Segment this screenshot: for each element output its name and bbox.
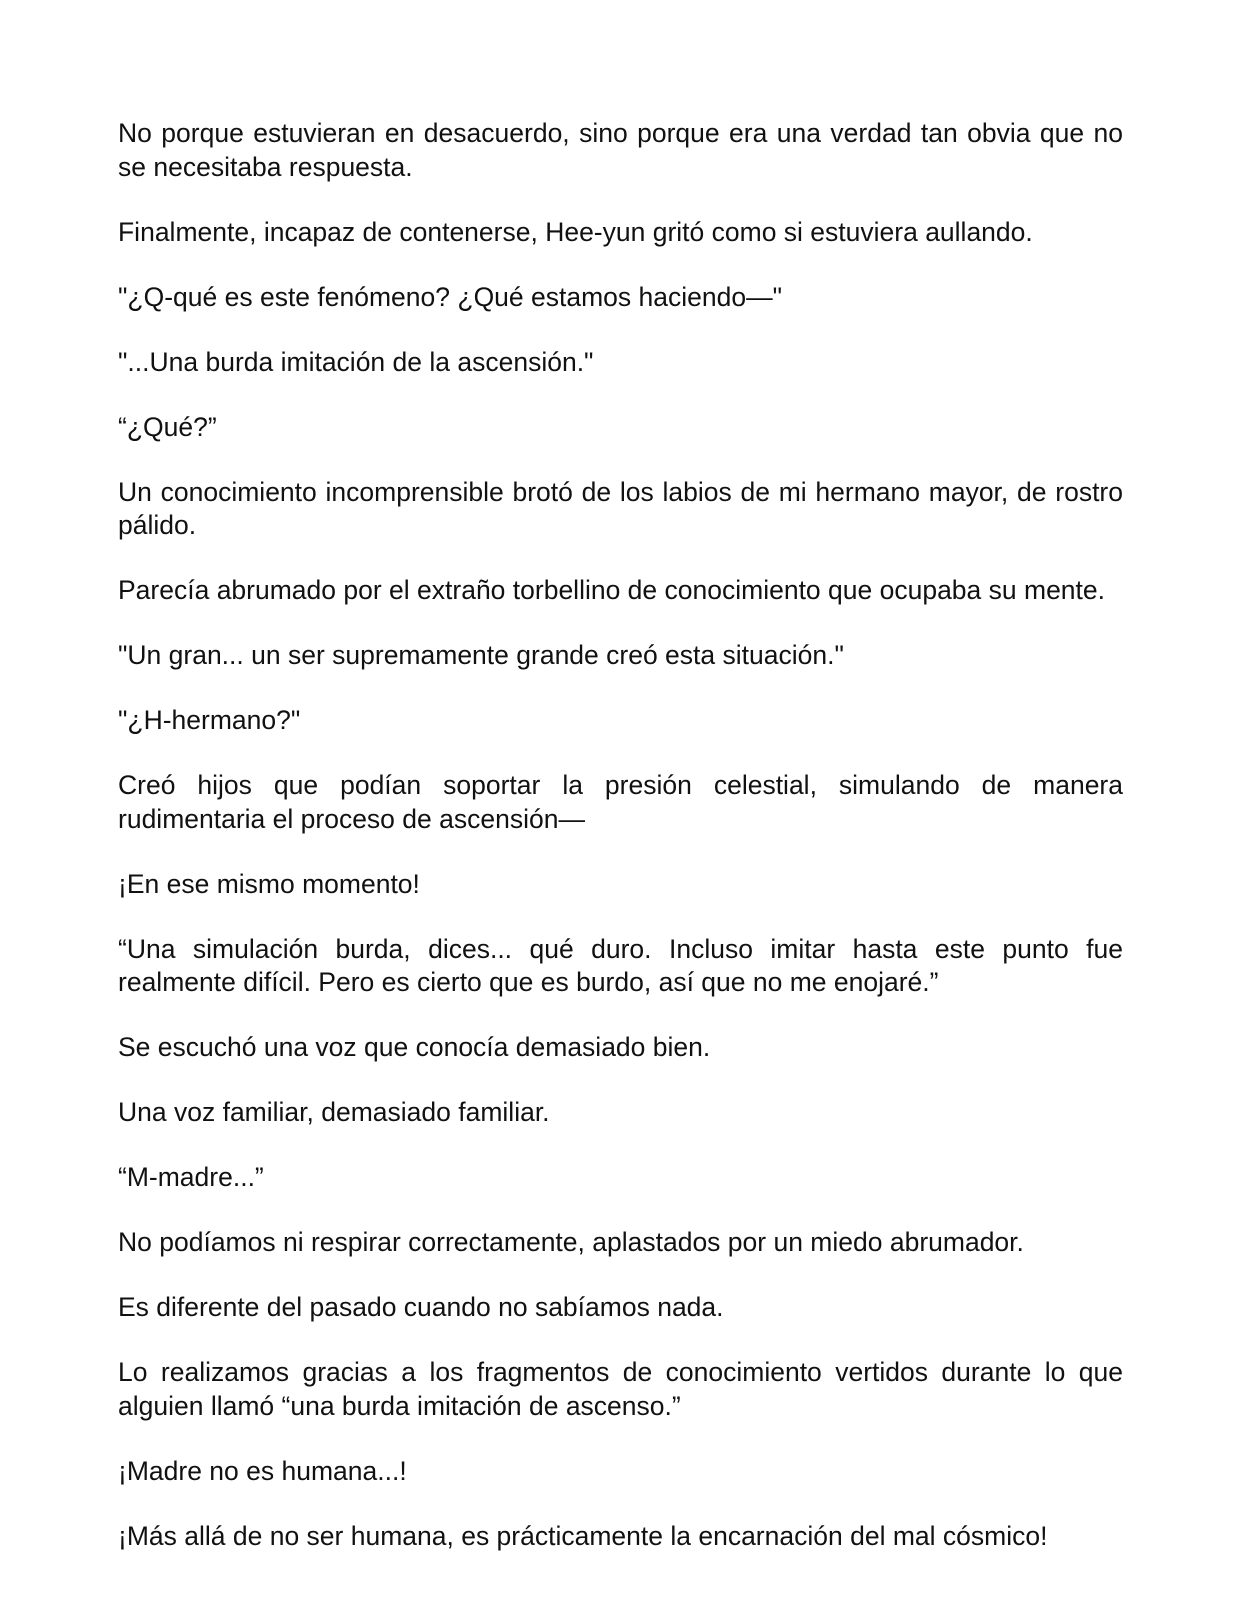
paragraph: Una voz familiar, demasiado familiar. bbox=[118, 1097, 550, 1127]
paragraph: "¿H-hermano?" bbox=[118, 705, 301, 735]
document-body bbox=[118, 117, 1123, 1553]
paragraph: Un conocimiento incomprensible brotó de los labios de mi hermano mayor, de rostro pálido. bbox=[118, 476, 1123, 540]
paragraph: Se escuchó una voz que conocía demasiado bien. bbox=[118, 1032, 711, 1062]
paragraph: ¡Más allá de no ser humana, es prácticamente la encarnación del mal cósmico! bbox=[118, 1520, 1048, 1551]
paragraph: ¡Madre no es humana...! bbox=[118, 1455, 407, 1486]
paragraph: “¿Qué?” bbox=[118, 411, 217, 442]
paragraph: "...Una burda imitación de la ascensión." bbox=[118, 346, 594, 377]
paragraph: No porque estuvieran en desacuerdo, sino porque era una verdad tan obvia que no se necesitaba respuesta. bbox=[118, 118, 1123, 182]
paragraph: "¿Q-qué es este fenómeno? ¿Qué estamos haciendo—" bbox=[118, 281, 783, 312]
paragraph: Finalmente, incapaz de contenerse, Hee-yun gritó como si estuviera aullando. bbox=[118, 216, 1033, 247]
paragraph: Lo realizamos gracias a los fragmentos de conocimiento vertidos durante lo que alguien llamó “una burda imitación de ascenso.” bbox=[118, 1357, 1123, 1421]
paragraph: No podíamos ni respirar correctamente, aplastados por un miedo abrumador. bbox=[118, 1227, 1024, 1257]
paragraph: “Una simulación burda, dices... qué duro. Incluso imitar hasta este punto fue realmente difícil. Pero es cierto que es burdo, así que no me enojaré.” bbox=[118, 933, 1123, 997]
paragraph: “M-madre...” bbox=[118, 1162, 264, 1192]
paragraph: Es diferente del pasado cuando no sabíamos nada. bbox=[118, 1292, 724, 1322]
paragraph: "Un gran... un ser supremamente grande creó esta situación." bbox=[118, 640, 844, 670]
paragraph: Creó hijos que podían soportar la presión celestial, simulando de manera rudimentaria el proceso de ascensión— bbox=[118, 770, 1123, 834]
paragraph: Parecía abrumado por el extraño torbellino de conocimiento que ocupaba su mente. bbox=[118, 575, 1106, 605]
paragraph: ¡En ese mismo momento! bbox=[118, 868, 420, 899]
